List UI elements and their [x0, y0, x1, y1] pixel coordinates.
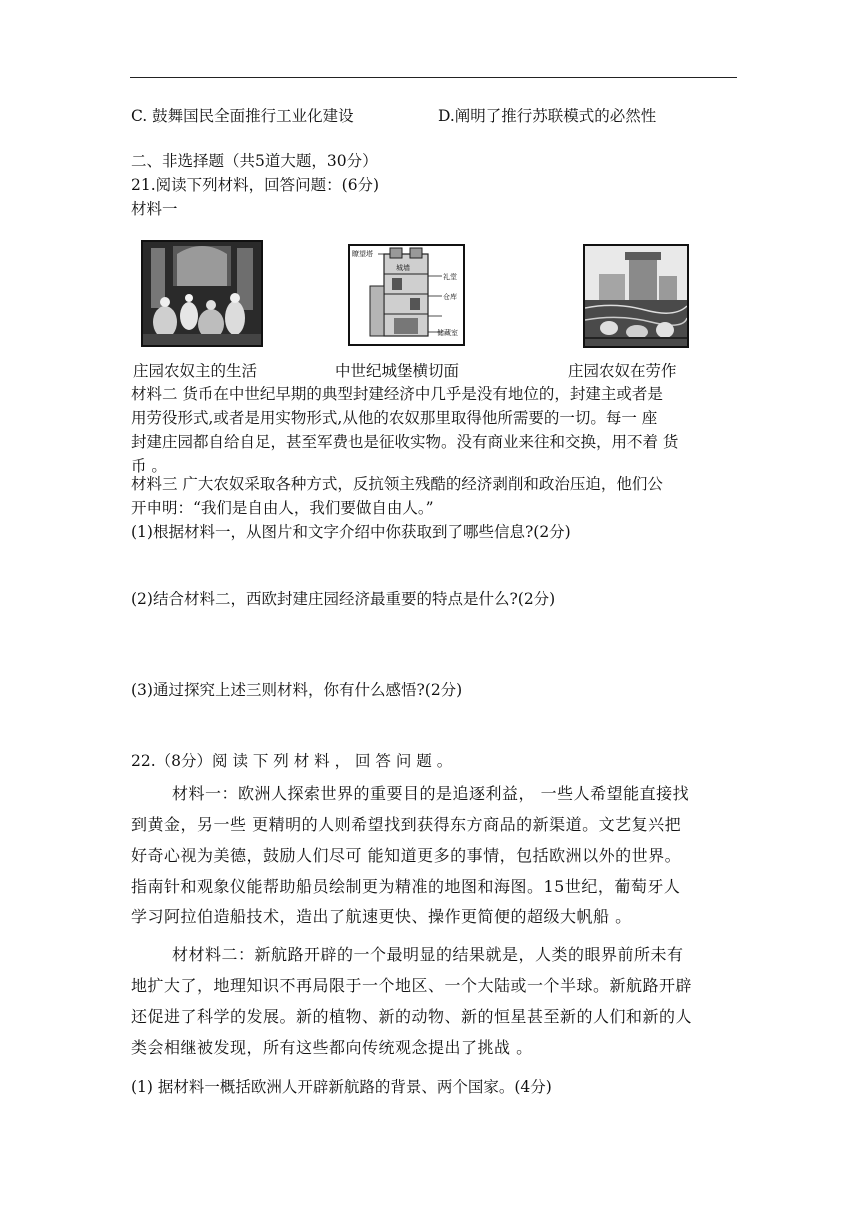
q22-material1-line: 好奇心视为美德，鼓励人们尽可 能知道更多的事情，包括欧洲以外的世界。: [131, 846, 682, 865]
picture-caption: 庄园农奴在劳作: [568, 362, 677, 380]
section-heading: 二、非选择题（共5道大题，30分）: [131, 152, 378, 170]
serfs-working-picture: [583, 244, 689, 348]
q22-sub-question-1: (1) 据材料一概括欧洲人开辟新航路的背景、两个国家。(4分): [131, 1078, 552, 1096]
option-c: C. 鼓舞国民全面推行工业化建设: [131, 107, 354, 125]
option-d: D.阐明了推行苏联模式的必然性: [438, 107, 657, 125]
castle-label: 礼堂: [443, 273, 457, 281]
q22-material2-line: 类会相继被发现，所有这些都向传统观念提出了挑战 。: [131, 1038, 533, 1057]
manor-lord-life-picture: [141, 240, 263, 347]
q21-sub-question-3: (3)通过探究上述三则材料，你有什么感悟?(2分): [131, 681, 463, 699]
castle-cross-section-picture: [348, 244, 465, 346]
q22-material1-line: 到黄金，另一些 更精明的人则希望找到获得东方商品的新渠道。文艺复兴把: [131, 815, 682, 834]
castle-label: 城墙: [396, 264, 410, 272]
q21-sub-question-2: (2)结合材料二，西欧封建庄园经济最重要的特点是什么?(2分): [131, 590, 556, 608]
material2-line: 封建庄园都自给自足，甚至军费也是征收实物。没有商业来往和交换，用不着 货: [131, 433, 679, 451]
material2-line: 用劳役形式,或者是用实物形式,从他的农奴那里取得他所需要的一切。每一 座: [131, 409, 658, 427]
q22-material1-line: 学习阿拉伯造船技术，造出了航速更快、操作更简便的超级大帆船 。: [131, 907, 632, 926]
header-rule: [130, 77, 737, 78]
q22-material1-line: 指南针和观象仪能帮助船员绘制更为精准的地图和海图。15世纪，葡萄牙人: [131, 877, 681, 896]
q22-stem: 22.（8分）阅 读 下 列 材 料 ， 回 答 问 题 。: [131, 752, 453, 770]
q22-material1-line: 材料一：欧洲人探索世界的重要目的是追逐利益， 一些人希望能直接找: [172, 784, 690, 803]
material2-line: 材料二 货币在中世纪早期的典型封建经济中几乎是没有地位的，封建主或者是: [131, 385, 663, 403]
q22-material2-line: 地扩大了，地理知识不再局限于一个地区、一个大陆或一个半球。新航路开辟: [131, 976, 693, 995]
q21-sub-question-1: (1)根据材料一，从图片和文字介绍中你获取到了哪些信息?(2分): [131, 523, 571, 541]
q22-material2-line: 材材料二：新航路开辟的一个最明显的结果就是，人类的眼界前所未有: [172, 945, 684, 964]
picture-caption: 中世纪城堡横切面: [335, 362, 460, 380]
q21-stem: 21.阅读下列材料，回答问题：(6分): [131, 176, 380, 194]
material3-line: 材料三 广大农奴采取各种方式，反抗领主残酷的经济剥削和政治压迫，他们公: [131, 475, 663, 493]
q21-material1-label: 材料一: [131, 200, 178, 218]
castle-label: 仓库: [443, 293, 457, 301]
material3-line: 开申明：“我们是自由人，我们要做自由人。”: [131, 499, 434, 517]
castle-label: 储藏室: [437, 329, 458, 337]
castle-label: 瞭望塔: [352, 250, 373, 258]
picture-caption: 庄园农奴主的生活: [133, 362, 258, 380]
q22-material2-line: 还促进了科学的发展。新的植物、新的动物、新的恒星甚至新的人们和新的人: [131, 1007, 693, 1026]
material2-line: 币 。: [131, 457, 167, 475]
